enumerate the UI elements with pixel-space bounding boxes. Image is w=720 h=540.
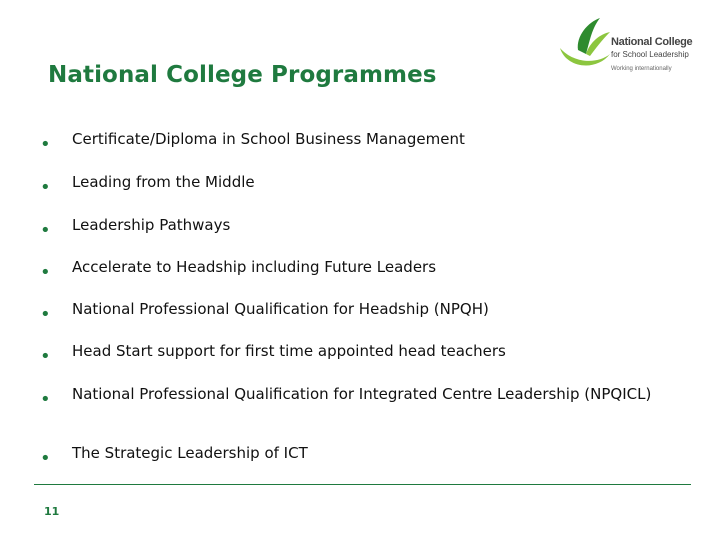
bullet-icon: •: [40, 304, 51, 325]
logo-tagline: Working internationally: [611, 66, 672, 72]
list-item-text: Head Start support for first time appointed head teachers: [72, 342, 506, 360]
bullet-icon: •: [40, 346, 51, 367]
logo-subtitle: for School Leadership: [611, 50, 689, 59]
list-item-text: National Professional Qualification for Integrated Centre Leadership (NPQICL): [72, 385, 652, 403]
list-item-text: Accelerate to Headship including Future Leaders: [72, 258, 437, 276]
page-number: 11: [44, 505, 60, 518]
bullet-icon: •: [40, 220, 51, 241]
bullet-icon: •: [40, 177, 51, 198]
list-item-text: Leading from the Middle: [72, 173, 255, 191]
bullet-icon: •: [40, 134, 51, 155]
footer-divider: [34, 484, 691, 485]
bullet-icon: •: [40, 448, 51, 469]
bullet-icon: •: [40, 389, 51, 410]
list-item-text: National Professional Qualification for Headship (NPQH): [72, 300, 489, 318]
list-item-text: The Strategic Leadership of ICT: [72, 444, 308, 462]
slide-title: National College Programmes: [48, 62, 437, 88]
bullet-icon: •: [40, 262, 51, 283]
logo-name: National College: [611, 36, 693, 48]
list-item-text: Leadership Pathways: [72, 216, 231, 234]
list-item-text: Certificate/Diploma in School Business Management: [72, 130, 465, 148]
